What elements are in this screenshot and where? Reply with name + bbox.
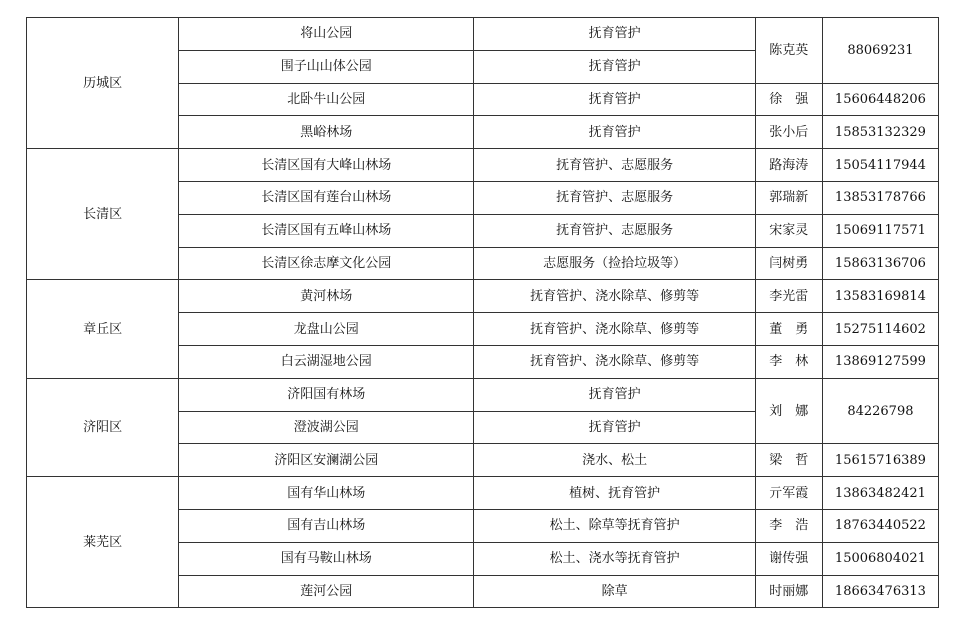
task-cell: 抚育管护、浇水除草、修剪等 xyxy=(474,313,755,346)
site-cell: 长清区国有大峰山林场 xyxy=(179,149,474,182)
phone-cell: 84226798 xyxy=(822,378,938,444)
contact-cell: 谢传强 xyxy=(755,542,822,575)
contact-cell: 刘 娜 xyxy=(755,378,822,444)
phone-cell: 15275114602 xyxy=(822,313,938,346)
contact-cell: 张小后 xyxy=(755,116,822,149)
task-cell: 除草 xyxy=(474,575,755,608)
task-cell: 抚育管护、志愿服务 xyxy=(474,149,755,182)
phone-cell: 15863136706 xyxy=(822,247,938,280)
task-cell: 抚育管护、浇水除草、修剪等 xyxy=(474,345,755,378)
task-cell: 抚育管护 xyxy=(474,116,755,149)
task-cell: 植树、抚育管护 xyxy=(474,477,755,510)
table-row xyxy=(27,280,939,313)
contact-cell: 董 勇 xyxy=(755,313,822,346)
contact-cell: 时丽娜 xyxy=(755,575,822,608)
table-row xyxy=(27,378,939,411)
contact-cell: 亓军霞 xyxy=(755,477,822,510)
site-cell: 济阳区安澜湖公园 xyxy=(179,444,474,477)
site-cell: 长清区徐志摩文化公园 xyxy=(179,247,474,280)
task-cell: 抚育管护、志愿服务 xyxy=(474,181,755,214)
contact-cell: 梁 哲 xyxy=(755,444,822,477)
contact-cell: 路海涛 xyxy=(755,149,822,182)
district-cell: 莱芜区 xyxy=(27,477,179,608)
task-cell: 抚育管护 xyxy=(474,18,755,51)
contact-cell: 李 浩 xyxy=(755,509,822,542)
volunteer-site-table xyxy=(26,17,939,608)
task-cell: 抚育管护 xyxy=(474,411,755,444)
phone-cell: 15006804021 xyxy=(822,542,938,575)
site-cell: 莲河公园 xyxy=(179,575,474,608)
site-cell: 北卧牛山公园 xyxy=(179,83,474,116)
table-row xyxy=(27,477,939,510)
task-cell: 松土、除草等抚育管护 xyxy=(474,509,755,542)
site-cell: 国有吉山林场 xyxy=(179,509,474,542)
phone-cell: 88069231 xyxy=(822,18,938,84)
table-row xyxy=(27,149,939,182)
task-cell: 抚育管护 xyxy=(474,378,755,411)
site-cell: 国有华山林场 xyxy=(179,477,474,510)
phone-cell: 13869127599 xyxy=(822,345,938,378)
site-cell: 长清区国有莲台山林场 xyxy=(179,181,474,214)
task-cell: 浇水、松土 xyxy=(474,444,755,477)
phone-cell: 18663476313 xyxy=(822,575,938,608)
task-cell: 抚育管护、志愿服务 xyxy=(474,214,755,247)
site-cell: 龙盘山公园 xyxy=(179,313,474,346)
phone-cell: 18763440522 xyxy=(822,509,938,542)
phone-cell: 13853178766 xyxy=(822,181,938,214)
task-cell: 抚育管护 xyxy=(474,50,755,83)
phone-cell: 15606448206 xyxy=(822,83,938,116)
district-cell: 章丘区 xyxy=(27,280,179,378)
contact-cell: 陈克英 xyxy=(755,18,822,84)
task-cell: 松土、浇水等抚育管护 xyxy=(474,542,755,575)
contact-cell: 李光雷 xyxy=(755,280,822,313)
site-cell: 国有马鞍山林场 xyxy=(179,542,474,575)
contact-cell: 徐 强 xyxy=(755,83,822,116)
site-cell: 围子山山体公园 xyxy=(179,50,474,83)
phone-cell: 15054117944 xyxy=(822,149,938,182)
district-cell: 历城区 xyxy=(27,18,179,149)
contact-cell: 郭瑞新 xyxy=(755,181,822,214)
site-cell: 长清区国有五峰山林场 xyxy=(179,214,474,247)
phone-cell: 13583169814 xyxy=(822,280,938,313)
phone-cell: 15615716389 xyxy=(822,444,938,477)
site-cell: 将山公园 xyxy=(179,18,474,51)
contact-cell: 李 林 xyxy=(755,345,822,378)
task-cell: 志愿服务（捡拾垃圾等） xyxy=(474,247,755,280)
site-cell: 澄波湖公园 xyxy=(179,411,474,444)
phone-cell: 15069117571 xyxy=(822,214,938,247)
contact-cell: 宋家灵 xyxy=(755,214,822,247)
site-cell: 济阳国有林场 xyxy=(179,378,474,411)
task-cell: 抚育管护 xyxy=(474,83,755,116)
site-cell: 黑峪林场 xyxy=(179,116,474,149)
site-cell: 黄河林场 xyxy=(179,280,474,313)
site-cell: 白云湖湿地公园 xyxy=(179,345,474,378)
phone-cell: 13863482421 xyxy=(822,477,938,510)
task-cell: 抚育管护、浇水除草、修剪等 xyxy=(474,280,755,313)
district-cell: 长清区 xyxy=(27,149,179,280)
contact-cell: 闫树勇 xyxy=(755,247,822,280)
district-cell: 济阳区 xyxy=(27,378,179,476)
phone-cell: 15853132329 xyxy=(822,116,938,149)
table-row xyxy=(27,18,939,51)
